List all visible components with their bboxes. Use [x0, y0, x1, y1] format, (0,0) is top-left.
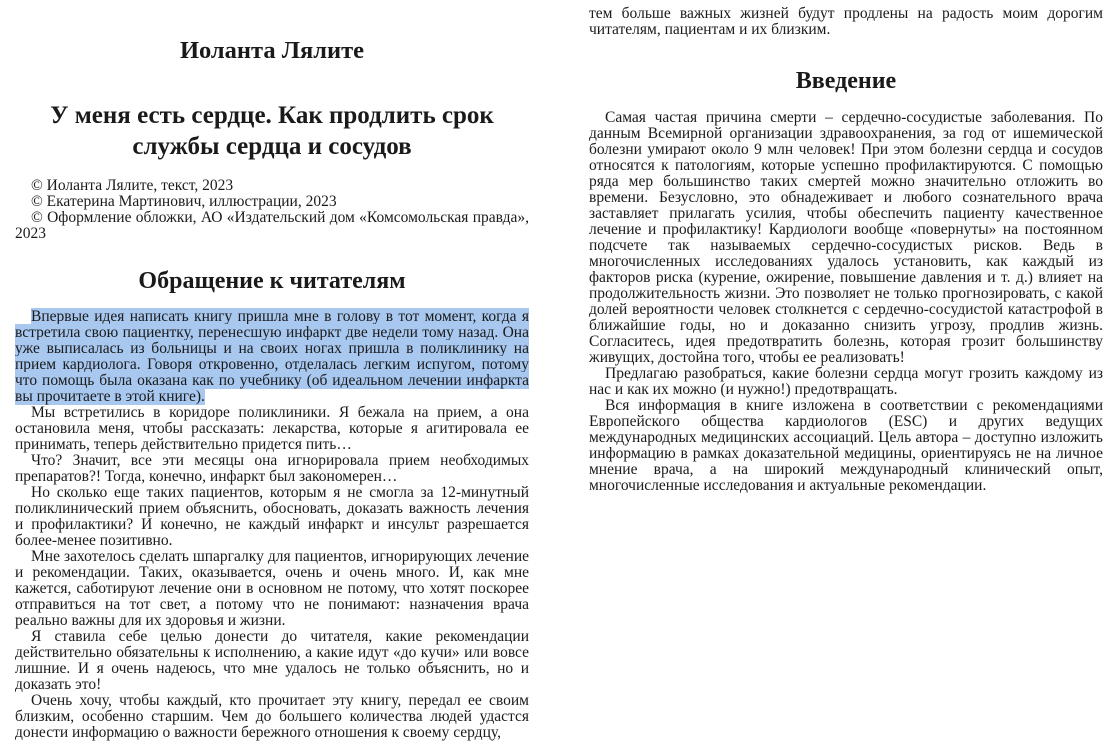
- body-paragraph: Я ставила себе целью донести до читателя, какие рекомендации действительно обязательны к исполнению, а какие идут «до кучи» или вовсе лишние. И я очень надеюсь, что мне удалось не только объяснить, но и доказать это!: [15, 628, 529, 693]
- body-paragraph: Но сколько еще таких пациентов, которым я не смогла за 12-минутный поликлинический прием объяснить, обосновать, доказать важность лечения и профилактики? И конечно, не каждый инфаркт и инсульт разрешается более-менее позитивно.: [15, 484, 529, 549]
- copyright-line: © Екатерина Мартинович, иллюстрации, 2023: [31, 193, 337, 210]
- copyright-line: © Иоланта Лялите, текст, 2023: [31, 177, 234, 194]
- left-body-text: [15, 309, 529, 741]
- section-heading-address-to-readers: Обращение к читателям: [138, 268, 406, 294]
- body-paragraph: Мне захотелось сделать шпаргалку для пациентов, игнорирующих лечение и рекомендации. Таких, оказывается, очень и очень много. И, как мне кажется, саботируют лечение они в основном не потому, что хотят поскорее отправиться на тот свет, а потому что не понимают: назначения врача реально важны для их здоровья и жизни.: [15, 548, 529, 629]
- continuation-paragraph: тем больше важных жизней будут продлены на радость моим дорогим читателям, пациентам и их близким.: [589, 5, 1103, 38]
- body-paragraph: Вся информация в книге изложена в соответствии с рекомендациями Европейского общества кардиологов (ESC) и других ведущих международных медицинских ассоциаций. Цель автора – доступно изложить информацию в рамках доказательной медицины, ориентируясь не на личное мнение врача, а на широкий международный клинический опыт, многочисленные исследования и актуальные рекомендации.: [589, 397, 1103, 494]
- copyright-block: [15, 178, 529, 242]
- highlighted-paragraph[interactable]: [15, 309, 529, 405]
- body-paragraph: Самая частая причина смерти – сердечно-сосудистые заболевания. По данным Всемирной организации здравоохранения, за год от ишемической болезни умирают около 9 млн человек! При этом болезни сердца и сосудов относятся к патологиям, которые успешно профилактируются. С помощью ряда мер большинство таких смертей можно значительно отложить во времени. Безусловно, это обнадеживает и любого сознательного врача заставляет прилагать усилия, чтобы обеспечить пациенту качественное лечение и профилактику! Кардиологи вообще «повернуты» на постоянном подсчете так называемых сердечно-сосудистых рисков. Ведь в многочисленных исследованиях удалось установить, как каждый из факторов риска (курение, ожирение, повышение давления и т. д.) влияет на продолжительность жизни. Это позволяет не только прогнозировать, с какой долей вероятности человек столкнется с сердечно-сосудистой катастрофой в ближайшие годы, но и доказанно снизить угрозу, продлив жизнь. Согласитесь, идея предотвратить болезнь, которая грозит большинству живущих, достойна того, чтобы ее реализовать!: [589, 109, 1103, 366]
- copyright-line: © Оформление обложки, АО «Издательский дом «Комсомольская правда», 2023: [15, 209, 529, 242]
- right-body-text: [589, 110, 1103, 494]
- text-selection[interactable]: Впервые идея написать книгу пришла мне в голову в тот момент, когда я встретила свою пациентку, перенесшую инфаркт две недели тому назад. Она уже выписалась из больницы и на своих ногах пришла в поликлинику на прием кардиолога. Говоря откровенно, отделалась легким испугом, потому что помощь была оказана как по учебнику (об идеальном лечении инфаркта вы прочитаете в этой книге).: [15, 308, 529, 405]
- left-page-column: [15, 0, 529, 741]
- body-paragraph: Что? Значит, все эти месяцы она игнорировала прием необходимых препаратов?! Тогда, конечно, инфаркт был закономерен…: [15, 452, 529, 485]
- author-name: Иоланта Лялите: [179, 37, 365, 64]
- section-heading-introduction: Введение: [795, 68, 897, 94]
- body-paragraph: Очень хочу, чтобы каждый, кто прочитает эту книгу, передал ее своим близким, особенно старшим. Чем до большего количества людей удастся донести информацию о важности бережного отношения к своему сердцу,: [15, 692, 529, 741]
- book-title: У меня есть сердце. Как продлить срок службы сердца и сосудов: [50, 102, 494, 160]
- right-page-column: [589, 0, 1103, 494]
- body-paragraph: Предлагаю разобраться, какие болезни сердца могут грозить каждому из нас и как их можно (и нужно!) предотвращать.: [589, 365, 1103, 398]
- body-paragraph: Мы встретились в коридоре поликлиники. Я бежала на прием, а она остановила меня, чтобы рассказать: лекарства, которые я агитировала ее принимать, теперь действительно придется пить…: [15, 404, 529, 453]
